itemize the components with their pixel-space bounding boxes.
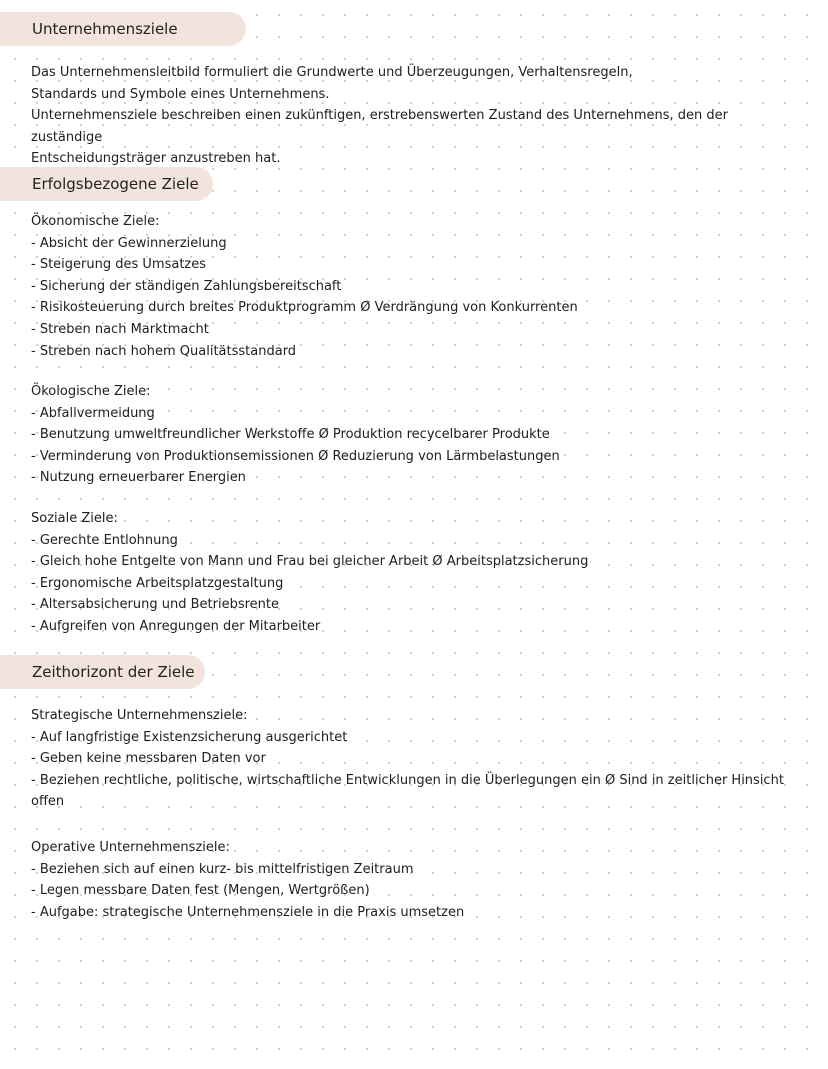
- group-title: Soziale Ziele:: [31, 511, 118, 526]
- group-oekologische-ziele: [31, 381, 788, 489]
- intro-line: Das Unternehmensleitbild formuliert die Grundwerte und Überzeugungen, Verhaltensregeln,: [31, 65, 633, 80]
- heading-unternehmensziele: [0, 12, 246, 46]
- intro-line: Standards und Symbole eines Unternehmens.: [31, 86, 330, 102]
- heading-zeithorizont-der-ziele: [0, 655, 205, 689]
- list-item: - Verminderung von Produktionsemissionen Ø Reduzierung von Lärmbelastungen: [31, 448, 560, 464]
- list-item: - Gleich hohe Entgelte von Mann und Frau bei gleicher Arbeit Ø Arbeitsplatzsicherung: [31, 554, 589, 570]
- list-item: - Altersabsicherung und Betriebsrente: [31, 597, 279, 613]
- list-item: - Abfallvermeidung: [31, 405, 155, 421]
- list-item: - Steigerung des Umsatzes: [31, 257, 207, 273]
- list-item: - Aufgabe: strategische Unternehmensziele in die Praxis umsetzen: [31, 904, 465, 920]
- list-item: - Streben nach hohem Qualitätsstandard: [31, 343, 297, 359]
- list-item: - Nutzung erneuerbarer Energien: [31, 470, 246, 486]
- list-item: offen: [31, 794, 65, 810]
- heading-erfolgsbezogene-ziele: [0, 167, 213, 201]
- list-item: - Auf langfristige Existenzsicherung ausgerichtet: [31, 729, 348, 745]
- list-item: - Benutzung umweltfreundlicher Werkstoffe Ø Produktion recycelbarer Produkte: [31, 427, 550, 443]
- group-title: Ökologische Ziele:: [31, 384, 151, 399]
- list-item: - Risikosteuerung durch breites Produktprogramm Ø Verdrängung von Konkurrenten: [31, 300, 578, 316]
- list-item: - Legen messbare Daten fest (Mengen, Wertgrößen): [31, 883, 370, 899]
- intro-line: Entscheidungsträger anzustreben hat.: [31, 151, 281, 167]
- list-item: - Ergonomische Arbeitsplatzgestaltung: [31, 575, 284, 591]
- list-item: - Absicht der Gewinnerzielung: [31, 235, 227, 251]
- group-soziale-ziele: [31, 508, 788, 638]
- list-item: - Gerechte Entlohnung: [31, 532, 178, 548]
- group-title: Ökonomische Ziele:: [31, 214, 160, 229]
- list-item: - Geben keine messbaren Daten vor: [31, 751, 266, 767]
- group-oekonomische-ziele: [31, 211, 788, 362]
- list-item: - Beziehen sich auf einen kurz- bis mittelfristigen Zeitraum: [31, 861, 414, 877]
- heading-text: Zeithorizont der Ziele: [32, 663, 195, 681]
- list-item: - Beziehen rechtliche, politische, wirtschaftliche Entwicklungen in die Überlegungen ein Ø Sind in zeitlicher Hinsicht: [31, 772, 784, 788]
- heading-text: Erfolgsbezogene Ziele: [32, 175, 199, 193]
- group-strategische-ziele: [31, 705, 788, 813]
- group-operative-ziele: [31, 837, 788, 923]
- heading-text: Unternehmensziele: [32, 20, 178, 38]
- intro-paragraph: [31, 62, 788, 170]
- list-item: - Streben nach Marktmacht: [31, 321, 209, 337]
- group-title: Strategische Unternehmensziele:: [31, 708, 248, 723]
- list-item: - Sicherung der ständigen Zahlungsbereitschaft: [31, 278, 342, 294]
- group-title: Operative Unternehmensziele:: [31, 840, 230, 855]
- intro-line: Unternehmensziele beschreiben einen zukünftigen, erstrebenswerten Zustand des Unternehmens, den der zuständige: [31, 108, 729, 145]
- list-item: - Aufgreifen von Anregungen der Mitarbeiter: [31, 618, 321, 634]
